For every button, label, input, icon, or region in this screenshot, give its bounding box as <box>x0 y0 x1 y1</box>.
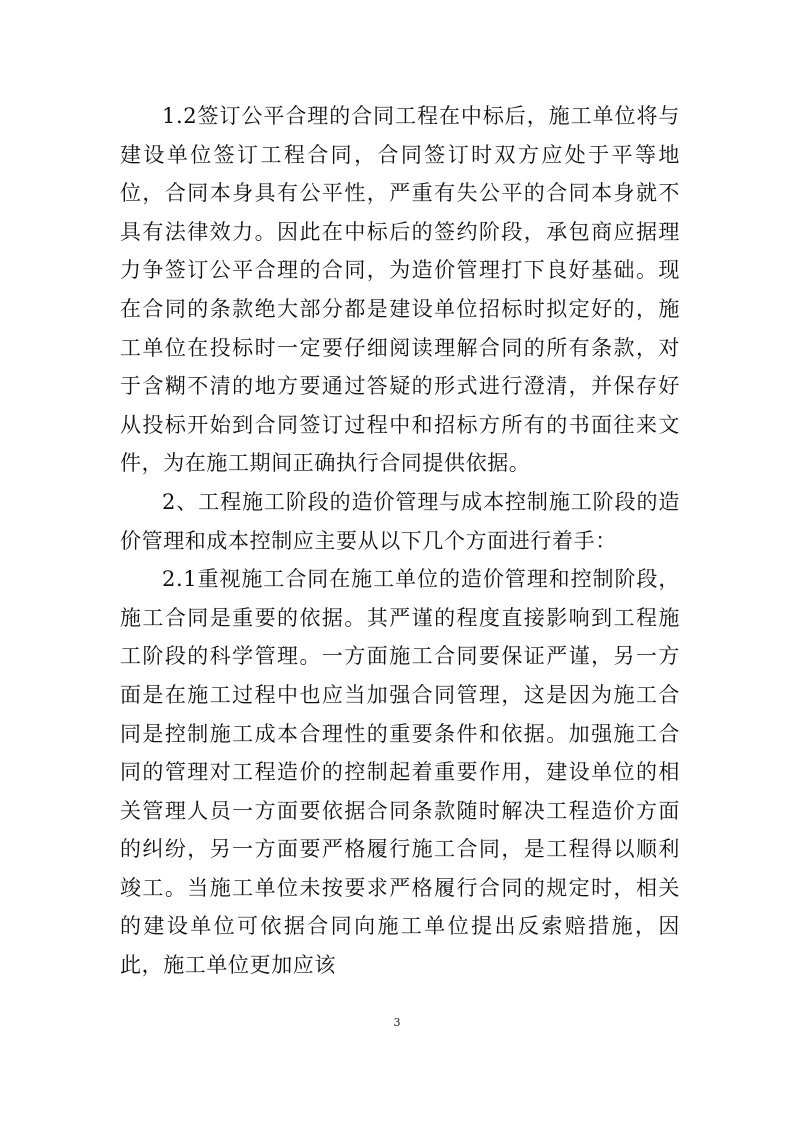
paragraph-construction-contract: 2.1重视施工合同在施工单位的造价管理和控制阶段，施工合同是重要的依据。其严谨的程度直接影响到工程施工阶段的科学管理。一方面施工合同要保证严谨，另一方面是在施工过程中也应当加强合同管理，这是因为施工合同是控制施工成本合理性的重要条件和依据。加强施工合同的管理对工程造价的控制起着重要作用，建设单位的相关管理人员一方面要依据合同条款随时解决工程造价方面的纠纷，另一方面要严格履行施工合同，是工程得以顺利竣工。当施工单位未按要求严格履行合同的规定时，相关的建设单位可依据合同向施工单位提出反索赔措施，因此，施工单位更加应该 <box>120 567 680 978</box>
paragraph-construction-stage: 2、工程施工阶段的造价管理与成本控制施工阶段的造价管理和成本控制应主要从以下几个方面进行着手： <box>120 489 680 553</box>
paragraph-contract-signing: 1.2签订公平合理的合同工程在中标后，施工单位将与建设单位签订工程合同，合同签订时双方应处于平等地位，合同本身具有公平性，严重有失公平的合同本身就不具有法律效力。因此在中标后的签约阶段，承包商应据理力争签订公平合理的合同，为造价管理打下良好基础。现在合同的条款绝大部分都是建设单位招标时拟定好的，施工单位在投标时一定要仔细阅读理解合同的所有条款，对于含糊不清的地方要通过答疑的形式进行澄清，并保存好从投标开始到合同签订过程中和招标方所有的书面往来文件，为在施工期间正确执行合同提供依据。 <box>120 104 680 476</box>
page-number: 3 <box>393 1016 401 1029</box>
document-body <box>120 97 680 985</box>
